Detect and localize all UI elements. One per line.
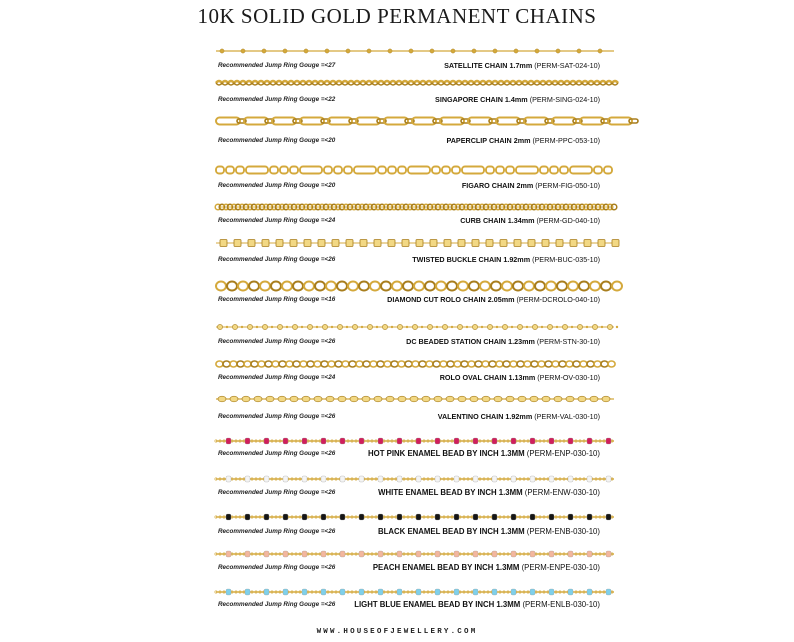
product-name: FIGARO CHAIN 2mm <box>461 181 534 190</box>
chain-image-oval <box>216 357 614 371</box>
chain-image-singapore <box>216 76 614 90</box>
product-name: PAPERCLIP CHAIN 2mm <box>446 136 531 145</box>
website-footer: WWW.HOUSEOFJEWELLERY.COM <box>316 628 478 636</box>
product-name: WHITE ENAMEL BEAD BY INCH 1.3MM <box>378 488 523 497</box>
product-code: (PERM-VAL-030-10) <box>534 412 600 421</box>
product-label <box>446 136 600 145</box>
product-name: BLACK ENAMEL BEAD BY INCH 1.3MM <box>378 527 525 536</box>
jump-ring-gauge-label: Recommended Jump Ring Gouge =<20 <box>218 182 336 189</box>
chain-image-buckle <box>216 236 614 250</box>
product-code: (PERM-ENP-030-10) <box>526 449 600 458</box>
product-label <box>368 449 600 458</box>
product-name: ROLO OVAL CHAIN 1.13mm <box>439 373 536 382</box>
product-label <box>460 216 600 225</box>
product-code: (PERM-SING-024-10) <box>529 95 600 104</box>
jump-ring-gauge-label: Recommended Jump Ring Gouge =<26 <box>218 256 336 263</box>
product-label <box>440 373 600 382</box>
product-code: (PERM-ENW-030-10) <box>524 488 600 497</box>
product-code: (PERM-STN-30-10) <box>536 337 600 346</box>
product-name: VALENTINO CHAIN 1.92mm <box>437 412 533 421</box>
chain-image-paperclip <box>216 114 614 128</box>
product-label <box>354 600 600 609</box>
jump-ring-gauge-label: Recommended Jump Ring Gouge =<26 <box>218 489 336 496</box>
product-name: DC BEADED STATION CHAIN 1.23mm <box>406 337 535 346</box>
chain-image-figaro <box>216 163 614 177</box>
product-name: SATELLITE CHAIN 1.7mm <box>444 61 533 70</box>
chain-image-satellite <box>216 44 614 58</box>
product-code: (PERM-BUC-035-10) <box>532 255 600 264</box>
jump-ring-gauge-label: Recommended Jump Ring Gouge =<26 <box>218 528 336 535</box>
chain-image-enamel <box>216 434 614 448</box>
product-label <box>378 488 600 497</box>
product-name: TWISTED BUCKLE CHAIN 1.92mm <box>412 255 531 264</box>
jump-ring-gauge-label: Recommended Jump Ring Gouge =<26 <box>218 413 336 420</box>
product-name: CURB CHAIN 1.34mm <box>460 216 535 225</box>
product-code: (PERM-ENLB-030-10) <box>522 600 600 609</box>
jump-ring-gauge-label: Recommended Jump Ring Gouge =<24 <box>218 217 336 224</box>
jump-ring-gauge-label: Recommended Jump Ring Gouge =<16 <box>218 296 336 303</box>
product-label <box>378 527 600 536</box>
product-label <box>435 95 600 104</box>
product-code: (PERM-SAT-024-10) <box>534 61 600 70</box>
jump-ring-gauge-label: Recommended Jump Ring Gouge =<26 <box>218 450 336 457</box>
product-label <box>373 563 600 572</box>
product-label <box>412 255 600 264</box>
chain-image-curb <box>216 200 614 214</box>
product-label <box>387 295 600 304</box>
product-code: (PERM-PPC-053-10) <box>532 136 600 145</box>
product-name: PEACH ENAMEL BEAD BY INCH 1.3MM <box>372 563 520 572</box>
product-code: (PERM-ENPE-030-10) <box>521 563 600 572</box>
product-name: LIGHT BLUE ENAMEL BEAD BY INCH 1.3MM <box>354 600 521 609</box>
product-name: DIAMOND CUT ROLO CHAIN 2.05mm <box>387 295 515 304</box>
chain-image-valentino <box>216 392 614 406</box>
product-name: HOT PINK ENAMEL BEAD BY INCH 1.3MM <box>368 449 525 458</box>
jump-ring-gauge-label: Recommended Jump Ring Gouge =<22 <box>218 96 336 103</box>
product-label <box>438 412 600 421</box>
jump-ring-gauge-label: Recommended Jump Ring Gouge =<26 <box>218 338 336 345</box>
chain-image-beaded <box>216 320 614 334</box>
jump-ring-gauge-label: Recommended Jump Ring Gouge =<26 <box>218 564 336 571</box>
chain-image-enamel <box>216 510 614 524</box>
product-code: (PERM-FIG-050-10) <box>535 181 600 190</box>
chain-image-enamel <box>216 472 614 486</box>
product-code: (PERM-ENB-030-10) <box>526 527 600 536</box>
chain-image-enamel <box>216 547 614 561</box>
jump-ring-gauge-label: Recommended Jump Ring Gouge =<24 <box>218 374 336 381</box>
product-label <box>444 61 600 70</box>
chain-image-rolo <box>216 279 614 293</box>
jump-ring-gauge-label: Recommended Jump Ring Gouge =<26 <box>218 601 336 608</box>
page-title: 10K SOLID GOLD PERMANENT CHAINS <box>197 4 597 28</box>
product-name: SINGAPORE CHAIN 1.4mm <box>435 95 528 104</box>
jump-ring-gauge-label: Recommended Jump Ring Gouge =<20 <box>218 137 336 144</box>
product-code: (PERM-GD-040-10) <box>536 216 600 225</box>
product-code: (PERM-DCROLO-040-10) <box>516 295 600 304</box>
chain-image-enamel <box>216 585 614 599</box>
jump-ring-gauge-label: Recommended Jump Ring Gouge =<27 <box>218 62 336 69</box>
product-label <box>406 337 600 346</box>
product-label <box>462 181 600 190</box>
product-code: (PERM-OV-030-10) <box>537 373 600 382</box>
